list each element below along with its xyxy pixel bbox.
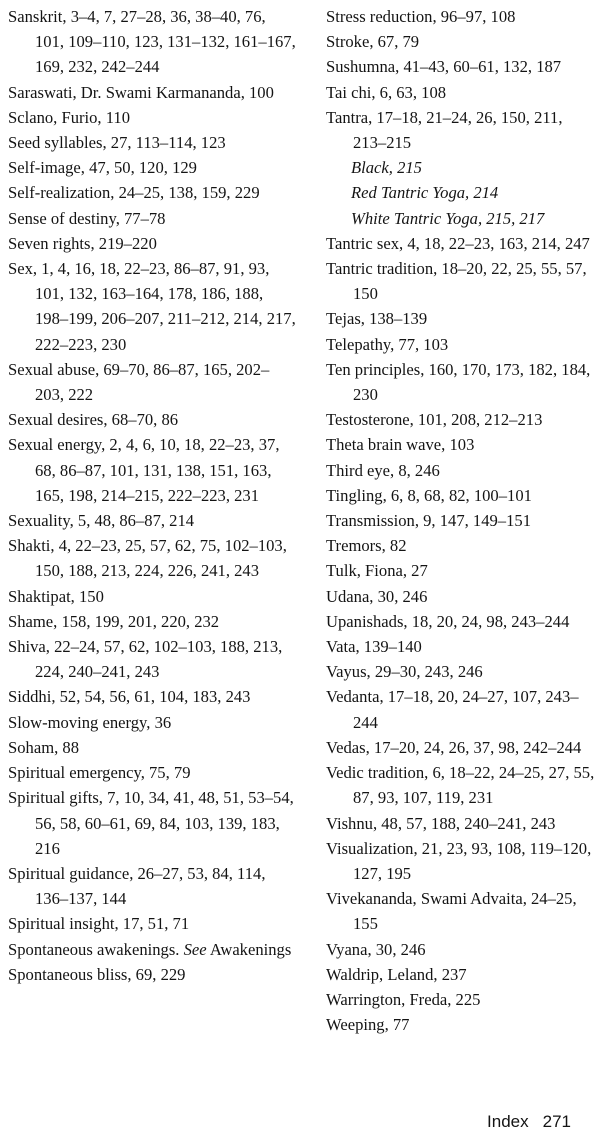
entry-text: Seven rights, 219–220	[8, 233, 157, 253]
index-column-right	[326, 4, 598, 1037]
entry-text: Vata, 139–140	[326, 637, 422, 657]
entry-text: Vyana, 30, 246	[326, 939, 426, 959]
index-subentry	[326, 180, 598, 205]
entry-text: Tantric sex, 4, 18, 22–23, 163, 214, 247	[326, 233, 590, 253]
index-entry	[326, 80, 598, 105]
index-entry	[8, 508, 298, 533]
index-entry	[326, 735, 598, 760]
entry-text: Spontaneous bliss, 69, 229	[8, 964, 186, 984]
index-entry	[326, 458, 598, 483]
index-entry	[8, 937, 298, 962]
see-reference: See	[183, 939, 207, 959]
index-entry	[326, 432, 598, 457]
index-entry	[326, 962, 598, 987]
index-entry	[326, 659, 598, 684]
entry-text: Seed syllables, 27, 113–114, 123	[8, 133, 226, 153]
entry-text: Vedanta, 17–18, 20, 24–27, 107, 243–244	[326, 687, 579, 732]
index-entry	[8, 80, 298, 105]
index-entry	[8, 256, 298, 357]
entry-text: Testosterone, 101, 208, 212–213	[326, 410, 543, 430]
entry-text: Theta brain wave, 103	[326, 435, 475, 455]
index-entry	[326, 836, 598, 886]
index-entry	[326, 634, 598, 659]
index-entry	[326, 684, 598, 734]
index-entry	[326, 357, 598, 407]
entry-text: White Tantric Yoga, 215, 217	[351, 208, 545, 228]
entry-text: Tingling, 6, 8, 68, 82, 100–101	[326, 485, 532, 505]
entry-text: Telepathy, 77, 103	[326, 334, 449, 354]
entry-text: Spiritual insight, 17, 51, 71	[8, 914, 190, 934]
index-entry	[8, 609, 298, 634]
entry-text: Vishnu, 48, 57, 188, 240–241, 243	[326, 813, 556, 833]
index-entry	[326, 4, 598, 29]
entry-text: Sexual energy, 2, 4, 6, 10, 18, 22–23, 37, 68, 86–87, 101, 131, 138, 151, 163, 165, 198, 214–215, 222–223, 231	[8, 435, 280, 505]
entry-text: Transmission, 9, 147, 149–151	[326, 511, 531, 531]
entry-text: Tai chi, 6, 63, 108	[326, 82, 447, 102]
entry-text: Spiritual guidance, 26–27, 53, 84, 114, 136–137, 144	[8, 863, 266, 909]
entry-text: Siddhi, 52, 54, 56, 61, 104, 183, 243	[8, 687, 251, 707]
entry-text: Shiva, 22–24, 57, 62, 102–103, 188, 213, 224, 240–241, 243	[8, 637, 283, 682]
index-entry	[8, 634, 298, 684]
index-entry	[326, 29, 598, 54]
entry-text: Shakti, 4, 22–23, 25, 57, 62, 75, 102–103, 150, 188, 213, 224, 226, 241, 243	[8, 536, 287, 581]
entry-text: Warrington, Freda, 225	[326, 989, 481, 1009]
index-entry	[8, 710, 298, 735]
entry-text: Visualization, 21, 23, 93, 108, 119–120, 127, 195	[326, 838, 592, 883]
entry-text: Stress reduction, 96–97, 108	[326, 7, 516, 26]
index-entry	[326, 584, 598, 609]
entry-text: Weeping, 77	[326, 1015, 410, 1035]
index-entry	[8, 105, 298, 130]
entry-text: Udana, 30, 246	[326, 586, 428, 606]
entry-text: Spiritual gifts, 7, 10, 34, 41, 48, 51, 53–54, 56, 58, 60–61, 69, 84, 103, 139, 183, 216	[8, 788, 294, 858]
entry-text: Shaktipat, 150	[8, 586, 104, 606]
entry-text: Vedic tradition, 6, 18–22, 24–25, 27, 55, 87, 93, 107, 119, 231	[326, 763, 595, 808]
index-entry	[326, 609, 598, 634]
entry-text: Soham, 88	[8, 737, 79, 757]
index-entry	[8, 533, 298, 583]
index-entry	[326, 937, 598, 962]
entry-text: Sense of destiny, 77–78	[8, 208, 166, 228]
entry-text: Vayus, 29–30, 243, 246	[326, 662, 483, 682]
see-target: Awakenings	[209, 939, 292, 959]
index-entry	[8, 130, 298, 155]
entry-text: Tantric tradition, 18–20, 22, 25, 55, 57, 150	[326, 259, 587, 304]
index-entry	[8, 231, 298, 256]
entry-text: Sclano, Furio, 110	[8, 107, 130, 127]
index-entry	[8, 785, 298, 861]
index-entry	[326, 886, 598, 936]
entry-text: Red Tantric Yoga, 214	[351, 183, 499, 203]
entry-text: Sexual desires, 68–70, 86	[8, 410, 179, 430]
entry-text: Tantra, 17–18, 21–24, 26, 150, 211, 213–215	[326, 107, 563, 153]
index-column-left	[8, 4, 298, 987]
index-entry	[326, 558, 598, 583]
entry-text: Stroke, 67, 79	[326, 32, 420, 52]
entry-text: Sexual abuse, 69–70, 86–87, 165, 202–203, 222	[8, 359, 270, 405]
index-entry	[326, 483, 598, 508]
index-subentry	[326, 155, 598, 180]
entry-text: Vivekananda, Swami Advaita, 24–25, 155	[326, 889, 577, 934]
entry-text: Sanskrit, 3–4, 7, 27–28, 36, 38–40, 76, 101, 109–110, 123, 131–132, 161–167, 169, 232, 242–244	[8, 7, 296, 77]
entry-text: Shame, 158, 199, 201, 220, 232	[8, 611, 220, 631]
entry-text: Waldrip, Leland, 237	[326, 964, 467, 984]
entry-text: Spiritual emergency, 75, 79	[8, 763, 191, 783]
entry-text: Spontaneous awakenings.	[8, 939, 180, 959]
entry-text: Tejas, 138–139	[326, 309, 428, 329]
entry-text: Sushumna, 41–43, 60–61, 132, 187	[326, 57, 562, 77]
index-entry	[326, 306, 598, 331]
index-entry	[8, 4, 298, 80]
index-entry	[326, 811, 598, 836]
entry-text: Tremors, 82	[326, 536, 407, 556]
footer-label: Index	[487, 1112, 529, 1131]
entry-text: Ten principles, 160, 170, 173, 182, 184, 230	[326, 359, 591, 405]
index-entry	[8, 584, 298, 609]
entry-text: Slow-moving energy, 36	[8, 712, 172, 732]
page-number: 271	[542, 1112, 571, 1131]
entry-text: Upanishads, 18, 20, 24, 98, 243–244	[326, 611, 570, 631]
index-entry	[8, 357, 298, 407]
entry-text: Tulk, Fiona, 27	[326, 561, 428, 581]
index-entry	[8, 911, 298, 936]
index-entry	[326, 407, 598, 432]
entry-text: Vedas, 17–20, 24, 26, 37, 98, 242–244	[326, 737, 582, 757]
index-entry	[326, 231, 598, 256]
entry-text: Black, 215	[351, 158, 422, 178]
index-entry	[8, 760, 298, 785]
index-entry	[8, 735, 298, 760]
index-entry	[326, 105, 598, 155]
index-entry	[326, 760, 598, 810]
page-footer	[487, 1112, 571, 1132]
entry-text: Saraswati, Dr. Swami Karmananda, 100	[8, 82, 274, 102]
entry-text: Self-image, 47, 50, 120, 129	[8, 158, 197, 178]
index-entry	[326, 1012, 598, 1037]
index-entry	[8, 206, 298, 231]
index-entry	[326, 332, 598, 357]
index-entry	[8, 180, 298, 205]
index-entry	[326, 256, 598, 306]
entry-text: Sexuality, 5, 48, 86–87, 214	[8, 511, 195, 531]
index-entry	[326, 533, 598, 558]
entry-text: Self-realization, 24–25, 138, 159, 229	[8, 183, 260, 203]
index-entry	[326, 508, 598, 533]
index-entry	[8, 861, 298, 911]
index-entry	[8, 155, 298, 180]
entry-text: Third eye, 8, 246	[326, 460, 440, 480]
index-entry	[8, 684, 298, 709]
index-entry	[8, 962, 298, 987]
index-entry	[326, 54, 598, 79]
index-subentry	[326, 206, 598, 231]
index-entry	[326, 987, 598, 1012]
index-entry	[8, 407, 298, 432]
entry-text: Sex, 1, 4, 16, 18, 22–23, 86–87, 91, 93, 101, 132, 163–164, 178, 186, 188, 198–199, 206–207, 211–212, 214, 217, 222–223, 230	[8, 259, 296, 354]
index-entry	[8, 432, 298, 508]
